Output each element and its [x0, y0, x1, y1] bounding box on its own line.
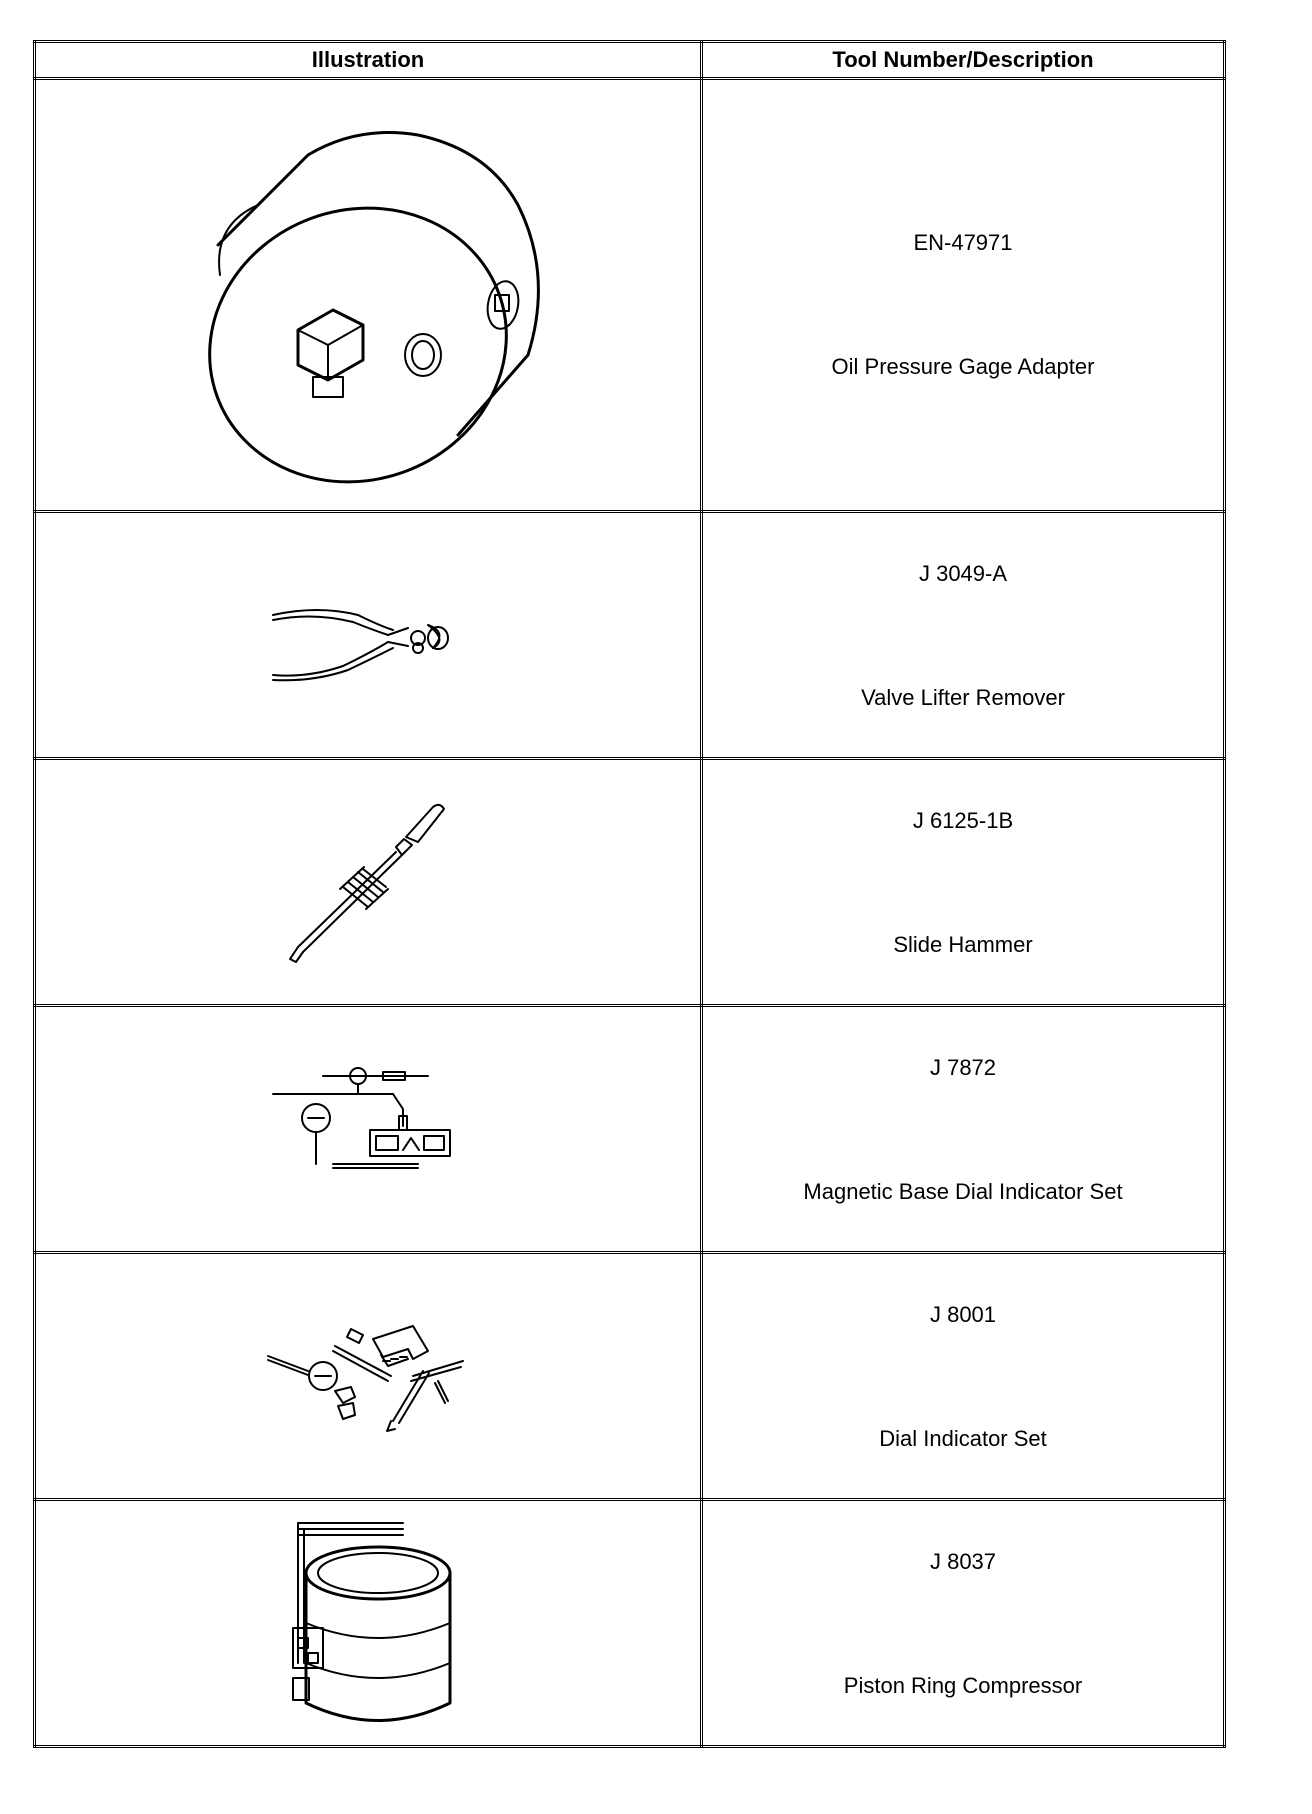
- tool-number: J 8037: [929, 1549, 997, 1574]
- tool-name: Piston Ring Compressor: [843, 1673, 1083, 1698]
- tool-number: J 8001: [929, 1302, 997, 1327]
- slide-hammer-icon: [278, 797, 458, 967]
- special-tools-table: [33, 40, 1226, 1748]
- illustration-cell: [35, 759, 702, 1006]
- table-row: [35, 759, 1225, 1006]
- piston-ring-compressor-icon: [278, 1513, 458, 1733]
- description-cell: [702, 1500, 1225, 1747]
- description-cell: [702, 1253, 1225, 1500]
- tool-name: Oil Pressure Gage Adapter: [831, 354, 1095, 379]
- header-illustration: Illustration: [35, 42, 702, 79]
- tool-number: J 3049-A: [918, 561, 1008, 586]
- table-row: [35, 512, 1225, 759]
- header-tool-number-description: Tool Number/Description: [702, 42, 1225, 79]
- illustration-cell: [35, 512, 702, 759]
- tool-name: Magnetic Base Dial Indicator Set: [803, 1179, 1123, 1204]
- tool-name: Dial Indicator Set: [879, 1426, 1047, 1451]
- tool-name: Slide Hammer: [893, 932, 1033, 957]
- illustration-cell: [35, 1500, 702, 1747]
- oil-pressure-gage-adapter-icon: [158, 105, 578, 485]
- tool-number: EN-47971: [913, 230, 1013, 255]
- illustration-cell: [35, 79, 702, 512]
- table-row: [35, 79, 1225, 512]
- magnetic-base-dial-indicator-icon: [268, 1064, 468, 1194]
- table-row: [35, 1500, 1225, 1747]
- table-row: [35, 1253, 1225, 1500]
- description-cell: [702, 1006, 1225, 1253]
- valve-lifter-remover-icon: [268, 580, 468, 690]
- dial-indicator-set-icon: [263, 1311, 473, 1441]
- tool-name: Valve Lifter Remover: [861, 685, 1065, 710]
- table-row: [35, 1006, 1225, 1253]
- illustration-cell: [35, 1253, 702, 1500]
- tool-number: J 6125-1B: [912, 808, 1014, 833]
- illustration-cell: [35, 1006, 702, 1253]
- tool-number: J 7872: [929, 1055, 997, 1080]
- description-cell: [702, 759, 1225, 1006]
- description-cell: [702, 79, 1225, 512]
- table-header-row: [35, 42, 1225, 79]
- description-cell: [702, 512, 1225, 759]
